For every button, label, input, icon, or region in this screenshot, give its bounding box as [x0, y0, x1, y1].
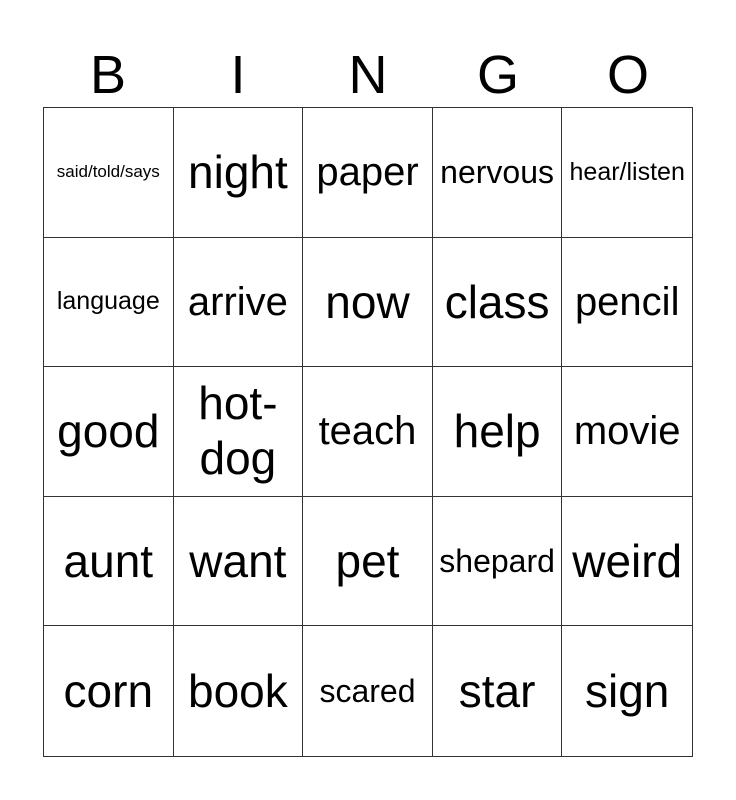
header-letter-n: N	[348, 45, 388, 105]
bingo-cell[interactable]: paper	[303, 108, 433, 238]
bingo-cell[interactable]: now	[303, 238, 433, 368]
bingo-cell[interactable]: sign	[585, 664, 670, 717]
bingo-header	[43, 42, 693, 108]
bingo-cell[interactable]: aunt	[44, 497, 174, 627]
header-letter-b: B	[89, 45, 127, 105]
bingo-cell[interactable]: star	[433, 626, 563, 756]
bingo-cell[interactable]: good	[44, 367, 174, 497]
bingo-cell[interactable]: nervous	[433, 108, 563, 238]
bingo-cell[interactable]: pet	[303, 497, 433, 627]
header-letter-g: G	[476, 45, 519, 105]
bingo-cell[interactable]: want	[174, 497, 304, 627]
bingo-cell[interactable]: book	[174, 626, 304, 756]
bingo-cell[interactable]: night	[174, 108, 304, 238]
bingo-cell[interactable]: help	[433, 367, 563, 497]
bingo-cell[interactable]: pencil	[562, 238, 692, 368]
bingo-cell[interactable]: shepard	[433, 497, 563, 627]
bingo-cell[interactable]: corn	[44, 626, 174, 756]
bingo-cell[interactable]: hot- dog	[174, 367, 304, 497]
bingo-cell[interactable]: teach	[303, 367, 433, 497]
bingo-cell[interactable]: class	[433, 238, 563, 368]
bingo-cell[interactable]: scared	[303, 626, 433, 756]
bingo-cell[interactable]: said/told/says	[44, 108, 174, 238]
bingo-cell[interactable]: weird	[562, 497, 692, 627]
bingo-cell[interactable]: hear/listen	[562, 108, 692, 238]
bingo-cell[interactable]: movie	[562, 367, 692, 497]
bingo-cell[interactable]: arrive	[174, 238, 304, 368]
header-letter-o: O	[606, 45, 649, 105]
bingo-board	[43, 107, 693, 757]
header-letter-i: I	[230, 45, 246, 105]
bingo-cell[interactable]: language	[44, 238, 174, 368]
